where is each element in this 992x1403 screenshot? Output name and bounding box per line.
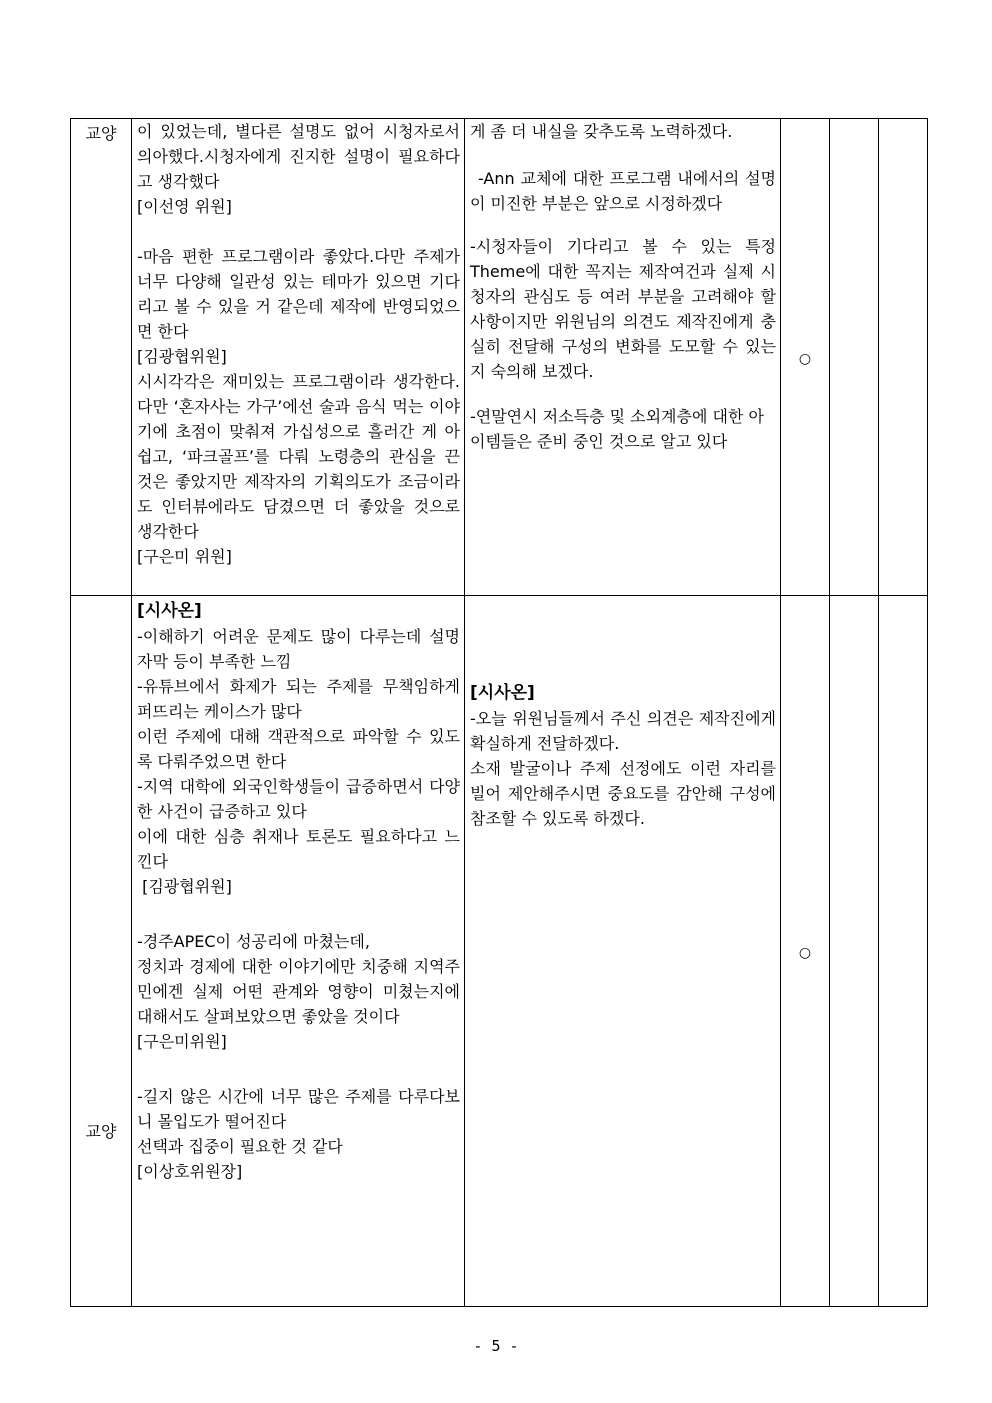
category-cell	[71, 596, 132, 1307]
response-cell	[465, 119, 781, 596]
review-text: -경주APEC이 성공리에 마쳤는데,	[137, 932, 370, 951]
review-text: 이에 대한 심층 취재나 토론도 필요하다고 느낀다	[137, 827, 460, 871]
response-text: -시청자들이 기다리고 볼 수 있는 특정 Theme에 대한 꼭지는 제작여건과 실제 시청자의 관심도 등 여러 부분을 고려해야 할 사항이지만 위원님의 의견도 제작진에게 충실히 전달해 구성의 변화를 도모할 수 있는지 숙의해 보겠다.	[470, 237, 776, 381]
review-text: -길지 않은 시간에 너무 많은 주제를 다루다보니 몰입도가 떨어진다	[137, 1087, 460, 1131]
section-heading: [시사온]	[137, 601, 202, 621]
reviewer-name: [이상호위원장]	[137, 1162, 243, 1181]
review-text: 선택과 집중이 필요한 것 같다	[137, 1137, 343, 1156]
response-cell	[465, 596, 781, 1307]
response-text: -오늘 위원님들께서 주신 의견은 제작진에게 확실하게 전달하겠다.	[470, 709, 776, 753]
response-text: 소재 발굴이나 주제 선정에도 이런 자리를 빌어 제안해주시면 중요도를 감안해 구성에 참조할 수 있도록 하겠다.	[470, 759, 776, 828]
review-text: 이런 주제에 대해 객관적으로 파악할 수 있도록 다뤄주었으면 한다	[137, 727, 460, 771]
check-mark-cell	[781, 119, 830, 596]
review-text: 시시각각은 재미있는 프로그램이라 생각한다. 다만 ‘혼자사는 가구’에선 술과 음식 먹는 이야기에 초점이 맞춰져 가십성으로 흘러간 게 아쉽고, ‘파크골프’를 다뤄 노령층의 관심을 끈 것은 좋았지만 제작자의 기획의도가 조금이라도 인터뷰에라도 담겼으면 더 좋았을 것으로 생각한다	[137, 372, 460, 541]
review-table	[70, 118, 928, 1307]
page-number: - 5 -	[473, 1337, 519, 1355]
category-label: 교양	[85, 1122, 117, 1141]
reviewer-name: [김광협위원]	[137, 347, 227, 366]
check-mark-cell	[781, 596, 830, 1307]
empty-cell	[830, 119, 879, 596]
empty-cell	[830, 596, 879, 1307]
review-cell	[132, 119, 465, 596]
section-heading: [시사온]	[470, 683, 535, 703]
review-cell	[132, 596, 465, 1307]
circle-mark-icon: ○	[798, 350, 812, 367]
review-text: 정치과 경제에 대한 이야기에만 치중해 지역주민에겐 실제 어떤 관계와 영향이 미쳤는지에 대해서도 살펴보았으면 좋았을 것이다	[137, 957, 460, 1026]
reviewer-name: [구은미위원]	[137, 1032, 227, 1051]
response-text: 게 좀 더 내실을 갖추도록 노력하겠다.	[470, 122, 733, 141]
review-text: 이 있었는데, 별다른 설명도 없어 시청자로서 의아했다.시청자에게 진지한 설명이 필요하다고 생각했다	[137, 122, 460, 191]
circle-mark-icon: ○	[798, 944, 812, 961]
empty-cell	[879, 119, 928, 596]
category-label: 교양	[85, 124, 117, 143]
table-row	[71, 119, 928, 596]
reviewer-name: [이선영 위원]	[137, 197, 232, 216]
response-text: -연말연시 저소득층 및 소외계층에 대한 아이템들은 준비 중인 것으로 알고 있다	[470, 407, 764, 451]
review-text: -이해하기 어려운 문제도 많이 다루는데 설명 자막 등이 부족한 느낌	[137, 627, 460, 671]
table-row	[71, 596, 928, 1307]
empty-cell	[879, 596, 928, 1307]
response-text: -Ann 교체에 대한 프로그램 내에서의 설명이 미진한 부분은 앞으로 시정하겠다	[470, 169, 776, 213]
review-text: -유튜브에서 화제가 되는 주제를 무책임하게 퍼뜨리는 케이스가 많다	[137, 677, 460, 721]
category-cell	[71, 119, 132, 596]
reviewer-name: [김광협위원]	[137, 877, 232, 896]
review-text: -마음 편한 프로그램이라 좋았다.다만 주제가 너무 다양해 일관성 있는 테마가 있으면 기다리고 볼 수 있을 거 같은데 제작에 반영되었으면 한다	[137, 247, 460, 341]
review-text: -지역 대학에 외국인학생들이 급증하면서 다양한 사건이 급증하고 있다	[137, 777, 460, 821]
reviewer-name: [구은미 위원]	[137, 547, 232, 566]
